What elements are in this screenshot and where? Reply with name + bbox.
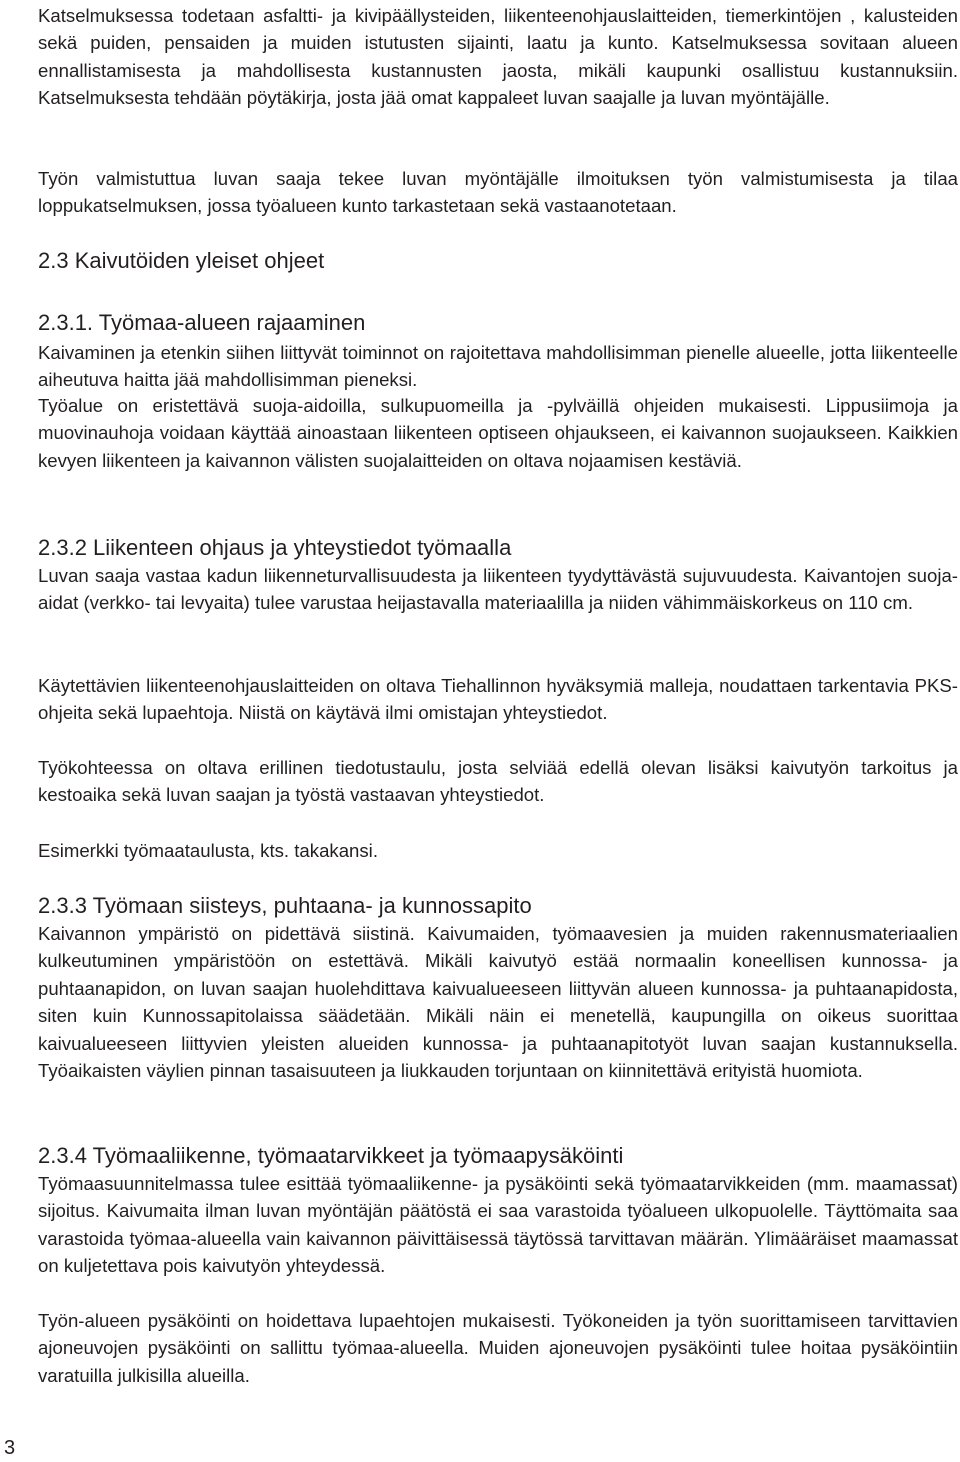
paragraph-text: Työalue on eristettävä suoja-aidoilla, sulkupuomeilla ja -pylväillä ohjeiden mukaisesti. Lippusiimoja ja muovinauhoja voidaan käyttää ainoastaan liikenteen optiseen ohjaukseen, ei kaivannon suojaukseen. Kaikkien kevyen liikenteen ja kaivannon välisten suojalaitteiden on oltava nojaamisen kestäviä. xyxy=(38,395,958,471)
paragraph-text: Käytettävien liikenteenohjauslaitteiden on oltava Tiehallinnon hyväksymiä malleja, noudattaen tarkentavia PKS-ohjeita sekä lupaehtoja. Niistä on käytävä ilmi omistajan yhteystiedot. xyxy=(38,675,958,724)
paragraph-text: Esimerkki työmaataulusta, kts. takakansi. xyxy=(38,840,378,861)
paragraph-text: Työmaasuunnitelmassa tulee esittää työmaaliikenne- ja pysäköinti sekä työmaatarvikkeiden (mm. maamassat) sijoitus. Kaivumaita ilman luvan myöntäjän päätöstä ei saa varastoida työalueen ulkopuolelle. Täyttömaita saa varastoida työmaa-alueella vain kaivannon päivittäisessä täytössä tarvittavan määrän. Ylimääräiset maamassat on kuljetettava pois kaivutyön yhteydessä. xyxy=(38,1173,958,1277)
section-2-3-heading: 2.3 Kaivutöiden yleiset ohjeet xyxy=(38,248,325,273)
paragraph-text: Katselmuksessa todetaan asfaltti- ja kivipäällysteiden, liikenteenohjauslaitteiden, tiemerkintöjen , kalusteiden sekä puiden, pensaiden ja muiden istutusten sijainti, laatu ja kunto. Katselmuksessa sovitaan alueen ennallistamisesta ja mahdollisesta kustannusten jaosta, mikäli kaupunki osallistuu kustannuksiin. Katselmuksesta tehdään pöytäkirja, josta jää omat kappaleet luvan saajalle ja luvan myöntäjälle. xyxy=(38,5,958,109)
section-2-3-2-paragraph-2 xyxy=(38,672,958,727)
paragraph-text: Kaivaminen ja etenkin siihen liittyvät toiminnot on rajoitettava mahdollisimman pienelle alueelle, jotta liikenteelle aiheutuva haitta jää mahdollisimman pieneksi. xyxy=(38,342,958,391)
section-2-3-4-paragraph-1 xyxy=(38,1170,958,1280)
section-2-3-1-paragraph-2 xyxy=(38,392,958,474)
section-2-3-4-heading: 2.3.4 Työmaaliikenne, työmaatarvikkeet ja työmaapysäköinti xyxy=(38,1143,624,1168)
section-2-3-3-heading: 2.3.3 Työmaan siisteys, puhtaana- ja kunnossapito xyxy=(38,893,532,918)
section-2-3-2-paragraph-3 xyxy=(38,754,958,809)
section-2-3-3-paragraph-1 xyxy=(38,920,958,1084)
paragraph-text: Työn valmistuttua luvan saaja tekee luvan myöntäjälle ilmoituksen työn valmistumisesta ja tilaa loppukatselmuksen, jossa työalueen kunto tarkastetaan sekä vastaanotetaan. xyxy=(38,168,958,217)
section-2-3-4-paragraph-2 xyxy=(38,1307,958,1389)
intro-paragraph-1 xyxy=(38,2,958,112)
section-2-3-2-paragraph-1 xyxy=(38,562,958,617)
page-number: 3 xyxy=(4,1437,16,1459)
intro-paragraph-2 xyxy=(38,165,958,220)
section-2-3-2-paragraph-4 xyxy=(38,837,958,864)
paragraph-text: Kaivannon ympäristö on pidettävä siistinä. Kaivumaiden, työmaavesien ja muiden rakennusmateriaalien kulkeutuminen ympäristöön on estettävä. Mikäli kaivutyö estää normaalin koneellisen kunnossa- ja puhtaanapidon, on luvan saajan huolehdittava kaivualueeseen liittyvän alueen kunnossa- ja puhtaanapidosta, siten kuin Kunnossapitolaissa säädetään. Mikäli näin ei menetellä, kaupungilla on oikeus suorittaa kaivualueeseen liittyvien yleisten alueiden kunnossa- ja puhtaanapitotyöt luvan saajan kustannuksella. Työaikaisten väylien pinnan tasaisuuteen ja liukkauden torjuntaan on kiinnitettävä erityistä huomiota. xyxy=(38,923,958,1082)
paragraph-text: Työn-alueen pysäköinti on hoidettava lupaehtojen mukaisesti. Työkoneiden ja työn suorittamiseen tarvittavien ajoneuvojen pysäköinti on sallittu työmaa-alueella. Muiden ajoneuvojen pysäköinti tulee hoitaa pysäköintiin varatuilla julkisilla alueilla. xyxy=(38,1310,958,1386)
paragraph-text: Luvan saaja vastaa kadun liikenneturvallisuudesta ja liikenteen tyydyttävästä sujuvuudesta. Kaivantojen suoja-aidat (verkko- tai levyaita) tulee varustaa heijastavalla materiaalilla ja niiden vähimmäiskorkeus on 110 cm. xyxy=(38,565,958,614)
paragraph-text: Työkohteessa on oltava erillinen tiedotustaulu, josta selviää edellä olevan lisäksi kaivutyön tarkoitus ja kestoaika sekä luvan saajan ja työstä vastaavan yhteystiedot. xyxy=(38,757,958,806)
section-2-3-1-paragraph-1 xyxy=(38,339,958,394)
section-2-3-1-heading: 2.3.1. Työmaa-alueen rajaaminen xyxy=(38,310,366,335)
section-2-3-2-heading: 2.3.2 Liikenteen ohjaus ja yhteystiedot työmaalla xyxy=(38,535,512,560)
